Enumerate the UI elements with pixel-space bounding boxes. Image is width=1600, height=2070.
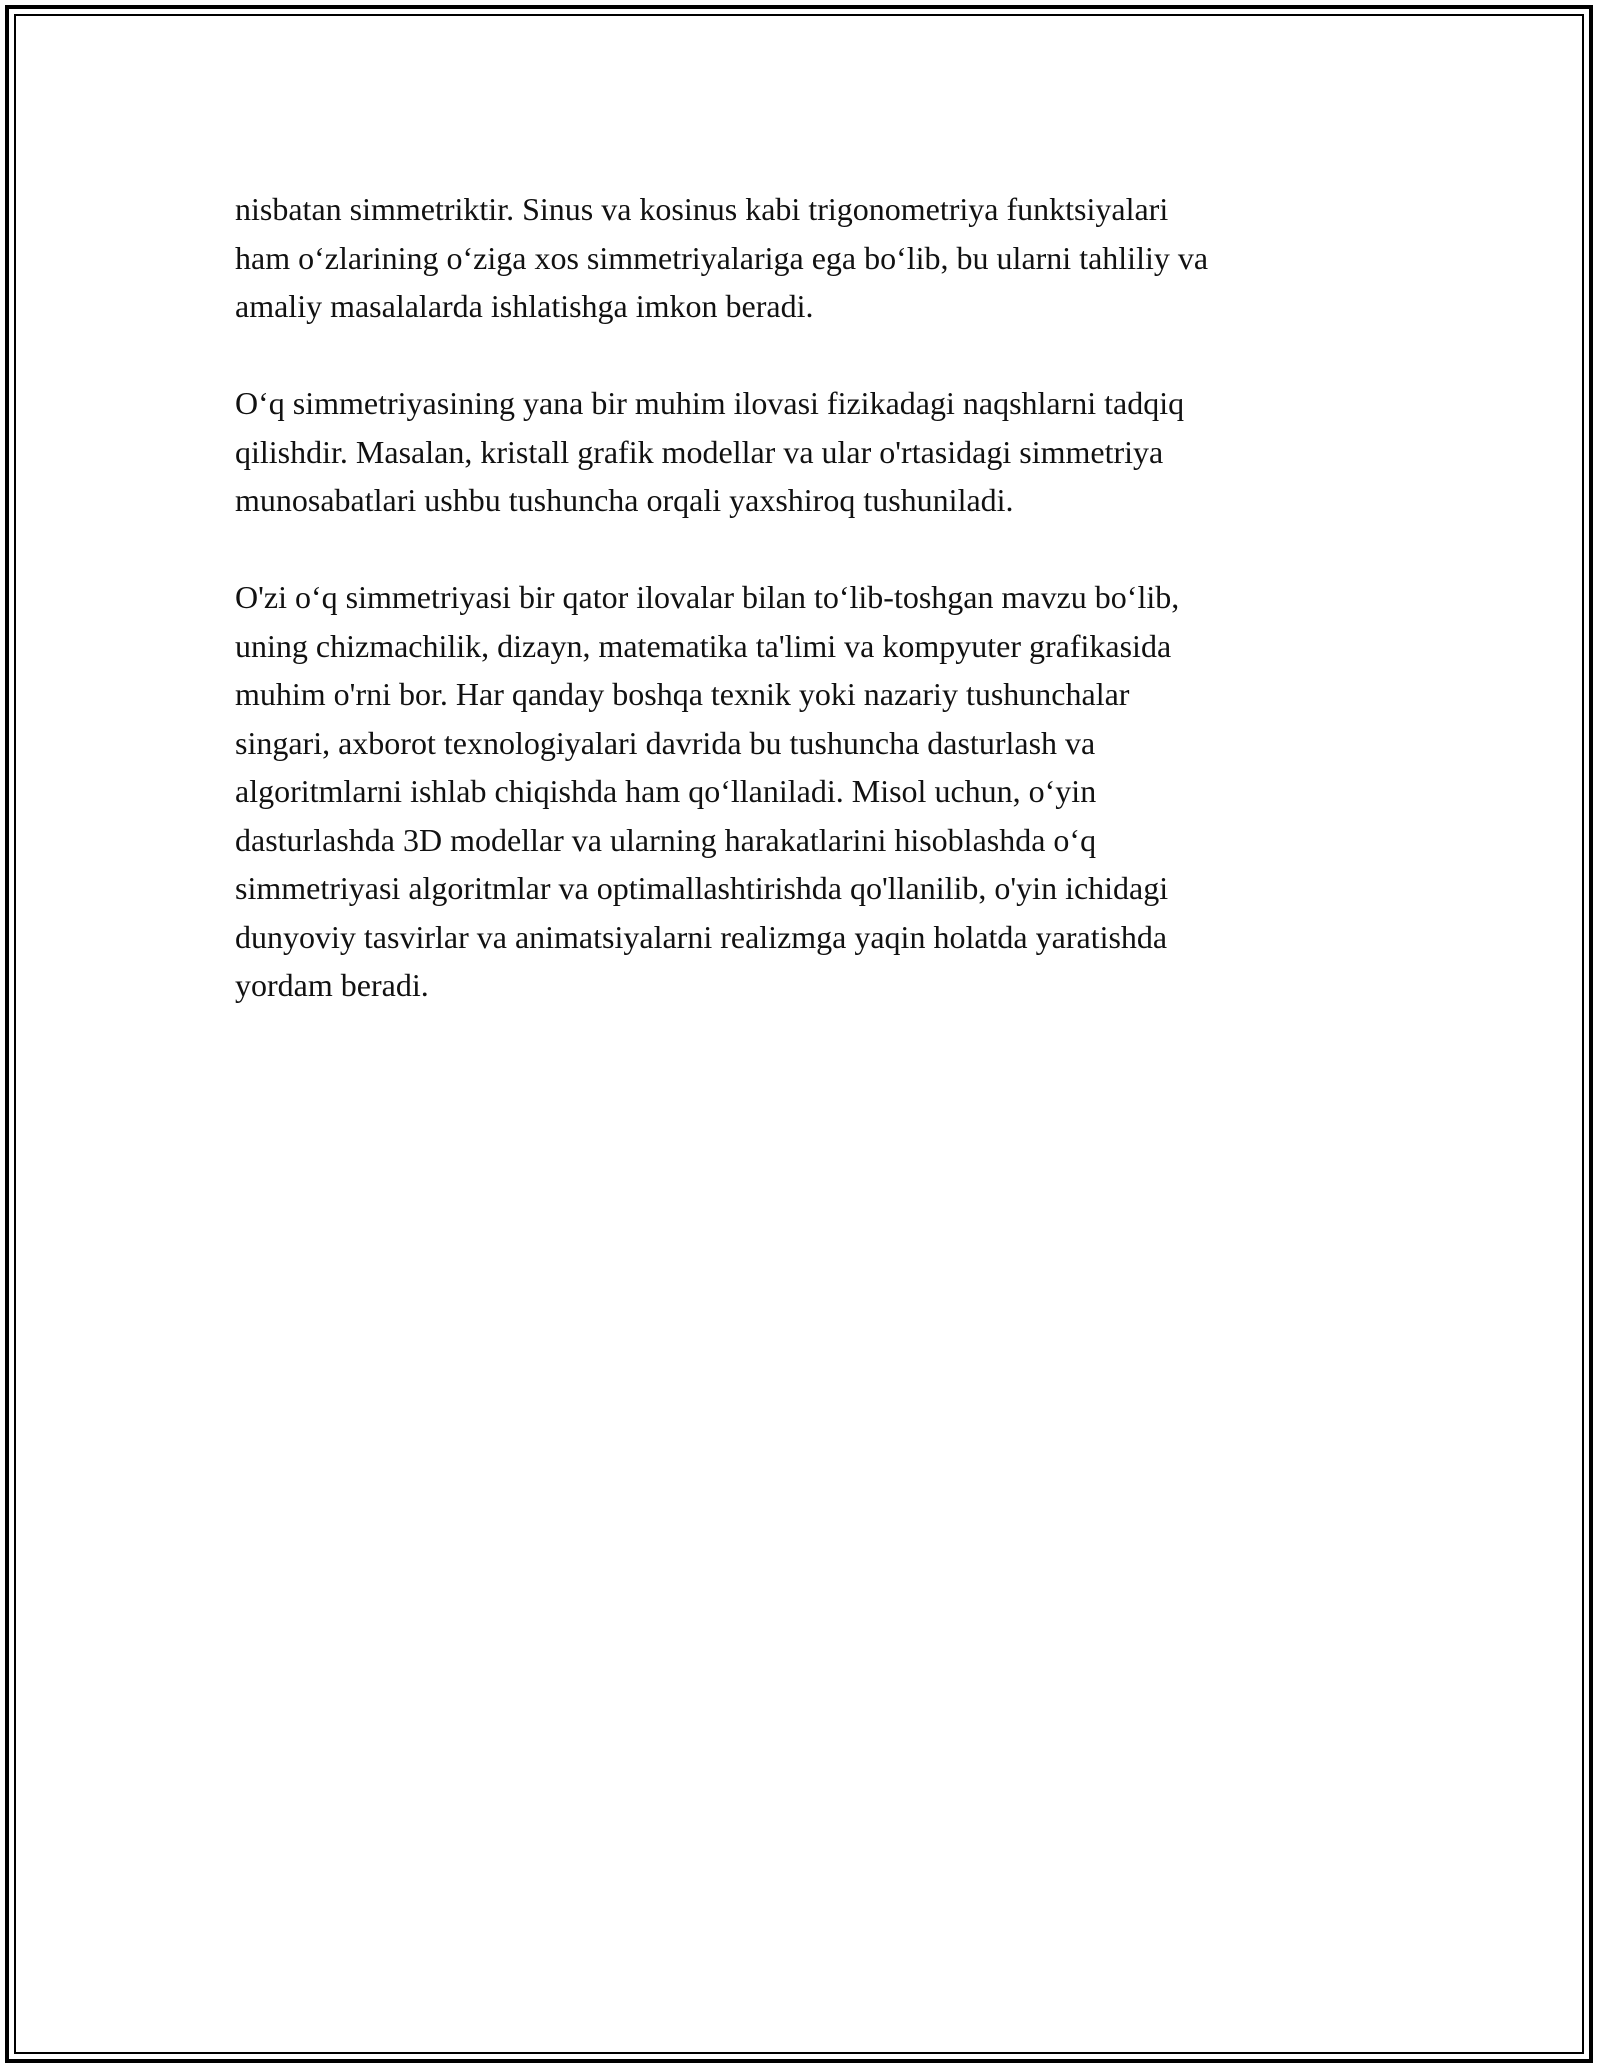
text-line: dunyoviy tasvirlar va animatsiyalarni realizmga yaqin holatda yaratishda <box>235 918 1168 955</box>
text-line: algoritmlarni ishlab chiqishda ham qo‘llaniladi. Misol uchun, o‘yin <box>235 773 1097 809</box>
paragraph-1 <box>235 185 1370 331</box>
text-line: uning chizmachilik, dizayn, matematika ta'limi va kompyuter grafikasida <box>235 627 1172 664</box>
text-line: ham o‘zlarining o‘ziga xos simmetriyalariga ega bo‘lib, bu ularni tahliliy va <box>235 239 1209 276</box>
text-line: simmetriyasi algoritmlar va optimallashtirishda qo'llanilib, o'yin ichidagi <box>235 870 1169 906</box>
text-line: amaliy masalalarda ishlatishga imkon beradi. <box>235 288 814 324</box>
paragraph-3 <box>235 573 1370 1010</box>
text-line: dasturlashda 3D modellar va ularning harakatlarini hisoblashda o‘q <box>235 821 1097 858</box>
text-line: yordam beradi. <box>235 967 429 1003</box>
text-line: O‘q simmetriyasining yana bir muhim ilovasi fizikadagi naqshlarni tadqiq <box>235 385 1185 421</box>
text-line: nisbatan simmetriktir. Sinus va kosinus kabi trigonometriya funktsiyalari <box>235 191 1169 227</box>
text-line: muhim o'rni bor. Har qanday boshqa texnik yoki nazariy tushunchalar <box>235 676 1130 712</box>
document-body <box>235 185 1370 1058</box>
text-line: qilishdir. Masalan, kristall grafik modellar va ular o'rtasidagi simmetriya <box>235 433 1164 470</box>
text-line: O'zi o‘q simmetriyasi bir qator ilovalar bilan to‘lib-toshgan mavzu bo‘lib, <box>235 579 1180 615</box>
paragraph-2 <box>235 379 1370 525</box>
text-line: singari, axborot texnologiyalari davrida bu tushuncha dasturlash va <box>235 724 1096 761</box>
text-line: munosabatlari ushbu tushuncha orqali yaxshiroq tushuniladi. <box>235 482 1014 518</box>
